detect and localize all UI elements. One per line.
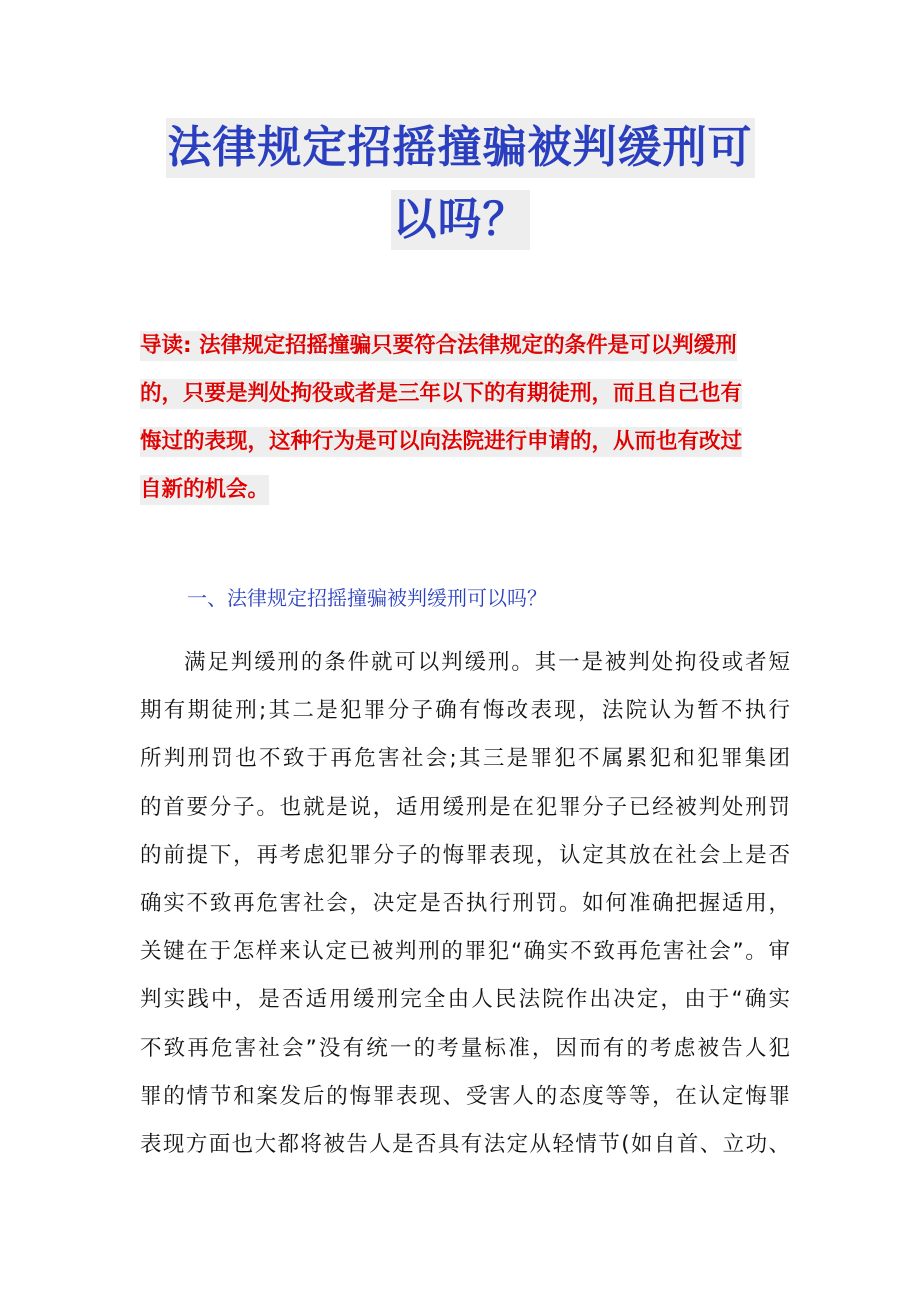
body-line: 所判刑罚也不致于再危害社会;其三是罪犯不属累犯和犯罪集团: [140, 746, 790, 772]
lead-line: 悔过的表现，这种行为是可以向法院进行申请的，从而也有改过: [140, 427, 742, 457]
body-line: 判实践中，是否适用缓刑完全由人民法院作出决定，由于“确实: [140, 987, 790, 1013]
body-line: 的首要分子。也就是说，适用缓刑是在犯罪分子已经被判处刑罚: [140, 794, 790, 820]
document-title-line-1: [0, 118, 920, 178]
body-line: 的前提下，再考虑犯罪分子的悔罪表现，认定其放在社会上是否: [140, 842, 790, 868]
body-line: 表现方面也大都将被告人是否具有法定从轻情节(如自首、立功、: [140, 1131, 790, 1157]
body-line: 不致再危害社会”没有统一的考量标准，因而有的考虑被告人犯: [140, 1035, 790, 1061]
lead-paragraph: [140, 331, 790, 523]
body-line: 罪的情节和案发后的悔罪表现、受害人的态度等等，在认定悔罪: [140, 1083, 790, 1109]
lead-line: 导读: 法律规定招摇撞骗只要符合法律规定的条件是可以判缓刑: [140, 331, 737, 361]
body-line: 关键在于怎样来认定已被判刑的罪犯“确实不致再危害社会”。审: [140, 939, 790, 965]
body-line: 确实不致再危害社会，决定是否执行刑罚。如何准确把握适用，: [140, 890, 790, 916]
title-text: 以吗？: [391, 190, 530, 250]
document-title-line-2: [0, 190, 920, 250]
lead-line: 自新的机会。: [140, 475, 269, 505]
section-heading: 一、法律规定招摇撞骗被判缓刑可以吗？: [187, 586, 547, 610]
body-line: 满足判缓刑的条件就可以判缓刑。其一是被判处拘役或者短: [184, 650, 790, 675]
lead-line: 的，只要是判处拘役或者是三年以下的有期徒刑，而且自己也有: [140, 379, 742, 409]
body-line: 期有期徒刑;其二是犯罪分子确有悔改表现，法院认为暂不执行: [140, 698, 790, 724]
title-text: 法律规定招摇撞骗被判缓刑可: [166, 118, 755, 178]
body-paragraph: [140, 648, 790, 1178]
